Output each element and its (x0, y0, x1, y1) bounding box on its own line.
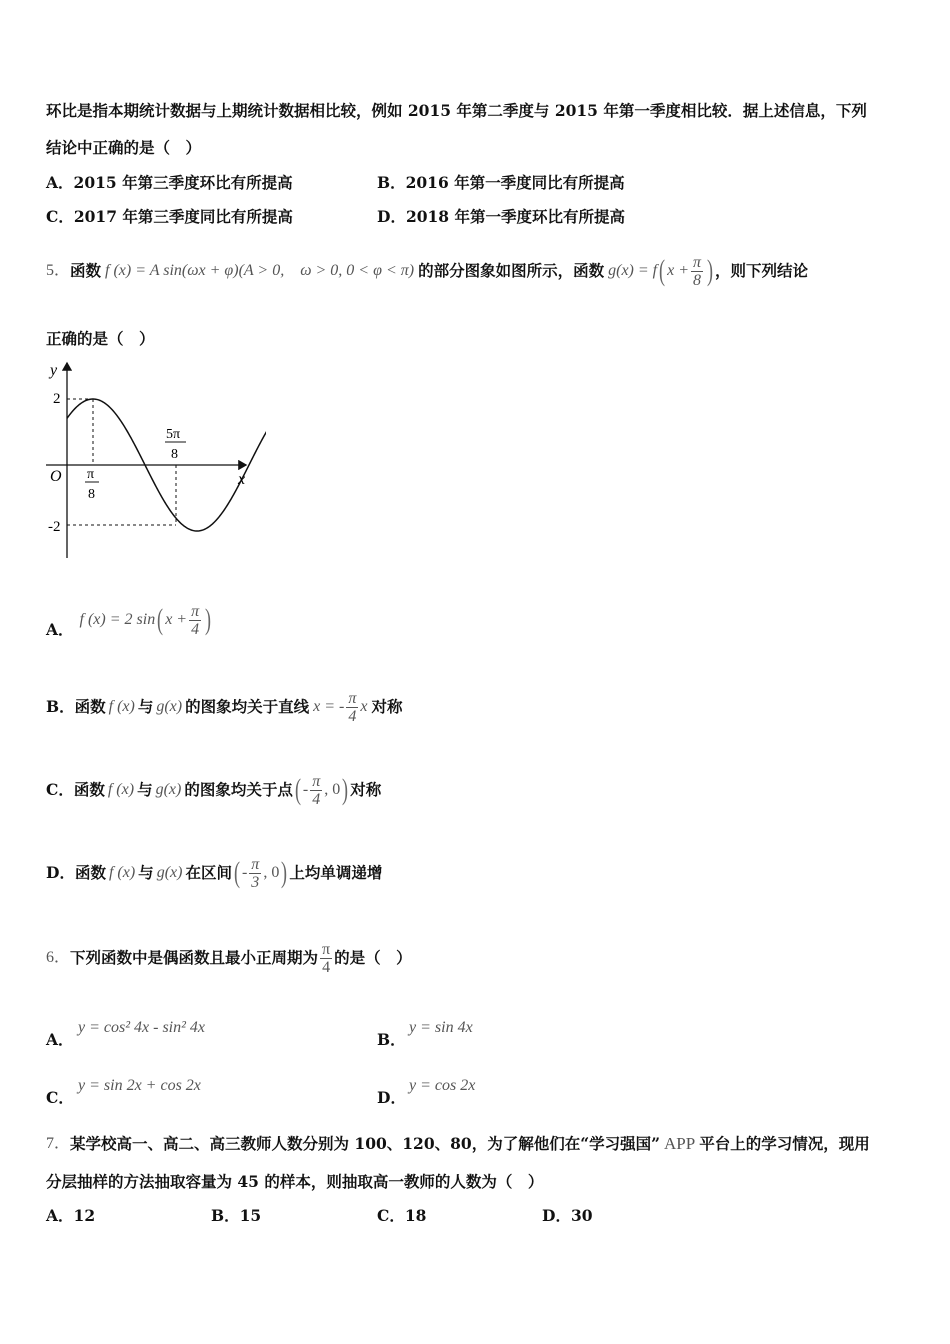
right-paren: ) (342, 773, 349, 806)
q5-stem-line2: 正确的是（ ） (46, 329, 155, 348)
q6-option-a[interactable]: A． y = cos² 4x - sin² 4x (46, 1019, 206, 1049)
q4-option-a[interactable]: A．2015 年第三季度环比有所提高 (46, 173, 293, 192)
q7-option-d[interactable]: D．30 (542, 1206, 593, 1225)
q7-option-b[interactable]: B．15 (211, 1206, 262, 1225)
q4-stem-line2: 结论中正确的是（ ） (46, 138, 202, 157)
q5-f-formula: f (x) = A sin(ωx + φ)(A > 0, ω > 0, 0 < φ < π) (105, 262, 415, 279)
right-paren: ) (281, 856, 288, 889)
q5-option-c[interactable]: C． 函数 f (x) 与 g(x) 的图象均关于点 ( - $\frac{\pi}{4}$ , 0 ) 对称 (46, 772, 382, 808)
q4-option-b[interactable]: B．2016 年第一季度同比有所提高 (377, 173, 625, 192)
left-paren: ( (157, 603, 164, 636)
q5-option-b[interactable]: B． 函数 f (x) 与 g(x) 的图象均关于直线 x = - $\frac{\pi}{4}$ x 对称 (46, 689, 403, 725)
q5-prefix: 函数 (70, 261, 102, 280)
origin-label: O (50, 468, 62, 485)
q5-g-fraction: $\frac{\pi}{8}$ (693, 253, 702, 289)
q6-fraction: $\frac{\pi}{4}$ (322, 940, 331, 976)
q7-stem-line2: 分层抽样的方法抽取容量为 45 的样本，则抽取高一教师的人数为（ ） (46, 1172, 544, 1191)
q6-option-b[interactable]: B． y = sin 4x (377, 1019, 473, 1049)
right-paren: ) (707, 254, 714, 287)
q6-option-d[interactable]: D． y = cos 2x (377, 1077, 476, 1107)
q5-sine-graph (36, 358, 266, 563)
x-axis-label: x (238, 471, 246, 488)
left-paren: ( (233, 856, 240, 889)
q5-number: 5． (46, 262, 71, 279)
q5-suffix: ，则下列结论 (715, 261, 809, 280)
q5-g-formula: g(x) = f (608, 262, 658, 279)
q5-option-a[interactable]: A． f (x) = 2 sin ( x + $\frac{\pi}{4}$ ) (46, 602, 212, 639)
q7-option-c[interactable]: C．18 (377, 1206, 427, 1225)
q6-stem: 6． 下列函数中是偶函数且最小正周期为 $\frac{\pi}{4}$ 的是（ ） (46, 940, 412, 976)
q7-option-a[interactable]: A．12 (46, 1206, 96, 1225)
x1-den-label: 8 (88, 487, 95, 502)
q4-option-d[interactable]: D．2018 年第一季度环比有所提高 (377, 207, 625, 226)
x1-num-label: π (87, 467, 95, 482)
left-paren: ( (659, 254, 666, 287)
q4-option-c[interactable]: C．2017 年第三季度同比有所提高 (46, 207, 293, 226)
q5-option-d[interactable]: D． 函数 f (x) 与 g(x) 在区间 ( - $\frac{\pi}{3}$ , 0 ) 上均单调递增 (46, 855, 383, 891)
y-min-label: -2 (48, 519, 61, 535)
right-paren: ) (205, 603, 212, 636)
left-paren: ( (294, 773, 301, 806)
q5-stem (46, 246, 808, 296)
q7-stem-line1: 7． 某学校高一、高二、高三教师人数分别为 100、120、80，为了解他们在“学习强国” APP 平台上的学习情况，现用 (46, 1134, 870, 1153)
q5-g-inner: x + (667, 262, 690, 279)
q5-middle: 的部分图象如图所示，函数 (418, 261, 605, 280)
x2-num-label: 5π (166, 427, 181, 442)
q6-option-c[interactable]: C． y = sin 2x + cos 2x (46, 1077, 201, 1107)
y-max-label: 2 (53, 391, 61, 407)
x2-den-label: 8 (171, 447, 178, 462)
q4-stem-line1: 环比是指本期统计数据与上期统计数据相比较，例如 2015 年第二季度与 2015 年第一季度相比较．据上述信息，下列 (46, 101, 867, 120)
y-axis-label: y (50, 362, 58, 379)
